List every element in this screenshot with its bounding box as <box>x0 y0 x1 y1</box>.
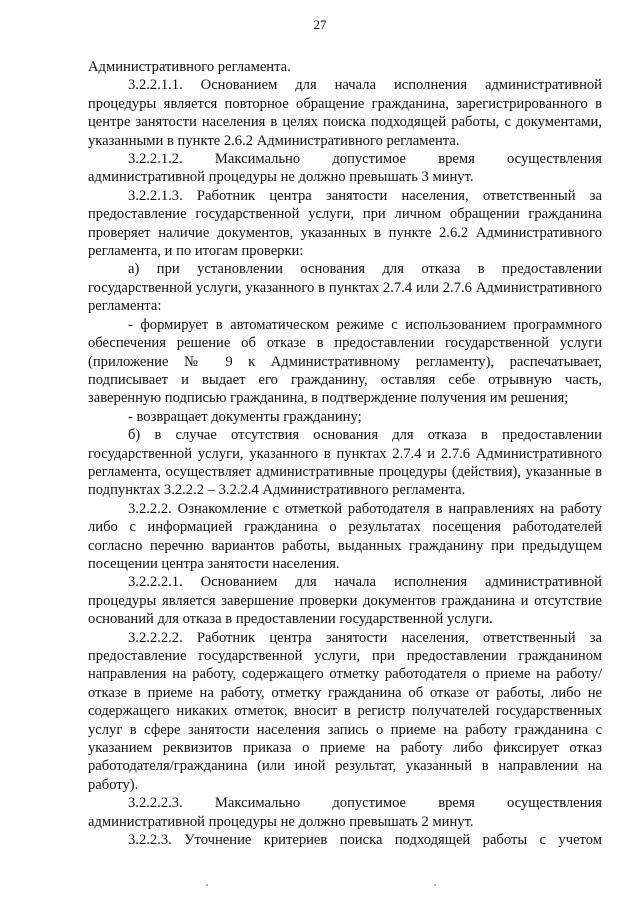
paragraph-item-b: б) в случае отсутствия основания для отказа в предоставлении государственной услуги, указанного в пунктах 2.7.4 и 2.7.6 Административного регламента, осуществляет административные процедуры (действия), указанные в подпунктах 3.2.2.2 – 3.2.2.4 Административного регламента. <box>88 427 602 499</box>
page-number: 27 <box>313 17 327 32</box>
paragraph-3-2-2-1-2: 3.2.2.1.2. Максимально допустимое время осуществления административной процедуры не должно превышать 3 минут. <box>88 151 602 186</box>
paragraph-3-2-2-2-2: 3.2.2.2.2. Работник центра занятости населения, ответственный за предоставление государственной услуги, при предоставлении гражданином направления на работу, содержащего отметку работодателя о приеме на работу/отказе в приеме на работу, отметку гражданина об отказе от работы, либо не содержащего никаких отметок, вносит в регистр получателей государственных услуг в сфере занятости населения запись о приеме на работу гражданина с указанием реквизитов приказа о приеме на работу либо фиксирует отказ работодателя/гражданина (или иной результат, указанный в направлении на работу). <box>88 629 602 793</box>
paragraph-3-2-2-2-3: 3.2.2.2.3. Максимально допустимое время осуществления административной процедуры не должно превышать 2 минут. <box>88 795 602 830</box>
scan-speck <box>434 884 436 886</box>
paragraph-3-2-2-2: 3.2.2.2. Ознакомление с отметкой работодателя в направлениях на работу либо с информацией гражданина о результатах посещения работодателей согласно перечню вариантов работы, выданных гражданину при предыдущем посещении центра занятости населения. <box>88 500 602 572</box>
paragraph-3-2-2-2-1: 3.2.2.2.1. Основанием для начала исполнения административной процедуры является завершение проверки документов гражданина и отсутствие оснований для отказа в предоставлении государственной услуги. <box>88 574 602 628</box>
paragraph-continuation: Административного регламента. <box>88 59 291 75</box>
paragraph-dash-forms-decision: - формирует в автоматическом режиме с использованием программного обеспечения решение об отказе в предоставлении государственной услуги (приложение № 9 к Административному регламенту), распечатывает, подписывает и выдает его гражданину, оставляя себе отрывную часть, заверенную подписью гражданина, в подтверждение получения им решения; <box>88 316 602 407</box>
paragraph-3-2-2-1-3: 3.2.2.1.3. Работник центра занятости населения, ответственный за предоставление государственной услуги, при личном обращении гражданина проверяет наличие документов, указанных в пункте 2.6.2 Административного регламента, и по итогам проверки: <box>88 187 602 260</box>
paragraph-3-2-2-3: 3.2.2.3. Уточнение критериев поиска подходящей работы с учетом <box>128 832 602 849</box>
paragraph-dash-returns-documents: - возвращает документы гражданину; <box>128 408 362 425</box>
paragraph-item-a: а) при установлении основания для отказа в предоставлении государственной услуги, указанного в пунктах 2.7.4 или 2.7.6 Административного регламента: <box>88 261 602 315</box>
paragraph-3-2-2-1-1: 3.2.2.1.1. Основанием для начала исполнения административной процедуры является повторное обращение гражданина, зарегистрированного в центре занятости населения в целях поиска подходящей работы, с документами, указанными в пункте 2.6.2 Административного регламента. <box>88 77 602 149</box>
scan-speck <box>206 884 208 886</box>
document-body <box>88 58 602 849</box>
